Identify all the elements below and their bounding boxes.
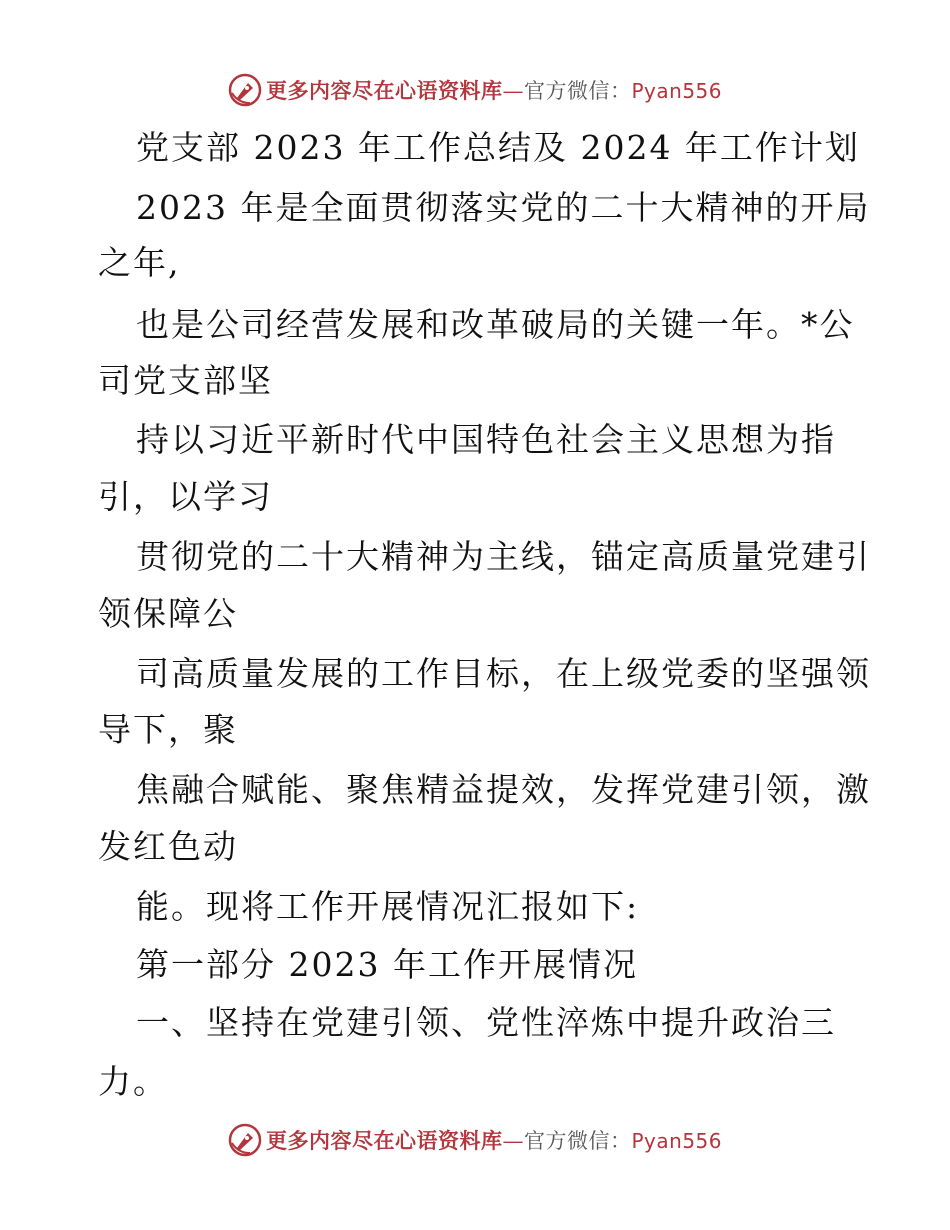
banner-separator: — <box>502 1129 524 1153</box>
banner-wechat-id: Pyan556 <box>631 1129 722 1153</box>
banner-main-text: 更多内容尽在心语资料库 <box>265 1128 503 1153</box>
banner-channel-text: 官方微信： <box>523 79 632 103</box>
paragraph-line: 持以习近平新时代中国特色社会主义思想为指 <box>136 420 836 459</box>
paragraph-line: 能。现将工作开展情况汇报如下: <box>136 887 640 926</box>
section-heading: 第一部分 2023 年工作开展情况 <box>136 945 638 984</box>
footer-banner <box>0 1118 950 1162</box>
banner-text <box>266 1125 722 1155</box>
paragraph-line: 力。 <box>98 1062 168 1101</box>
paragraph-line: 导下，聚 <box>98 710 238 749</box>
paragraph-line: 司高质量发展的工作目标，在上级党委的坚强领 <box>136 654 871 693</box>
paragraph-line: 也是公司经营发展和改革破局的关键一年。*公 <box>136 305 855 344</box>
paragraph-line: 2023 年是全面贯彻落实党的二十大精神的开局 <box>136 188 871 227</box>
paragraph-line: 贯彻党的二十大精神为主线，锚定高质量党建引 <box>136 537 871 576</box>
banner-separator: — <box>502 79 524 103</box>
paragraph-line: 发红色动 <box>98 827 238 866</box>
paragraph-line: 之年, <box>98 243 181 282</box>
paragraph-line: 司党支部坚 <box>98 361 273 400</box>
banner-wechat-id: Pyan556 <box>631 79 722 103</box>
pen-nib-logo-icon <box>228 1123 262 1157</box>
paragraph-line: 焦融合赋能、聚焦精益提效，发挥党建引领，激 <box>136 770 871 809</box>
paragraph-line: 领保障公 <box>98 594 238 633</box>
paragraph-line: 引，以学习 <box>98 477 273 516</box>
document-title: 党支部 2023 年工作总结及 2024 年工作计划 <box>136 128 860 167</box>
banner-main-text: 更多内容尽在心语资料库 <box>265 78 503 103</box>
banner-channel-text: 官方微信： <box>523 1129 632 1153</box>
subsection-heading: 一、坚持在党建引领、党性淬炼中提升政治三 <box>136 1003 836 1042</box>
